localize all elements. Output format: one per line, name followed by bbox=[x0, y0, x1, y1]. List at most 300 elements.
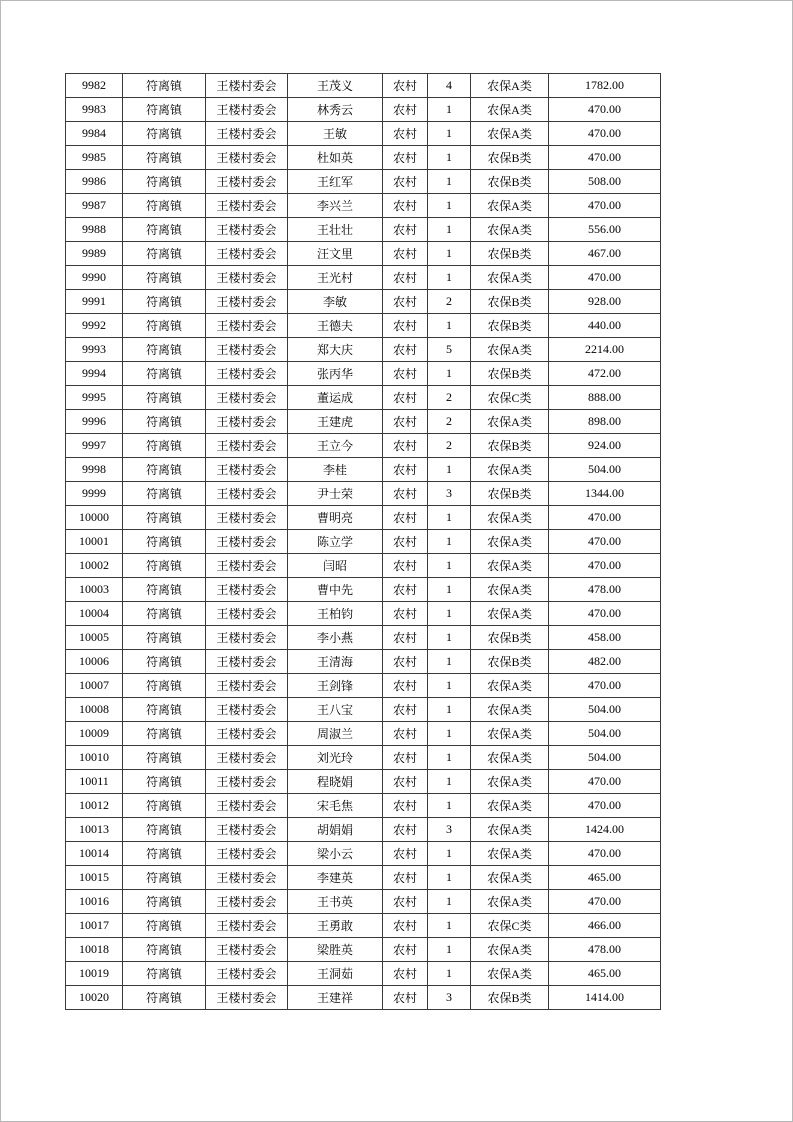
cell-count: 1 bbox=[428, 698, 471, 722]
cell-town: 符离镇 bbox=[123, 866, 206, 890]
cell-type: 农村 bbox=[383, 362, 428, 386]
cell-count: 1 bbox=[428, 362, 471, 386]
cell-type: 农村 bbox=[383, 194, 428, 218]
cell-count: 1 bbox=[428, 122, 471, 146]
cell-village: 王楼村委会 bbox=[206, 482, 288, 506]
cell-village: 王楼村委会 bbox=[206, 386, 288, 410]
cell-name: 宋毛焦 bbox=[288, 794, 383, 818]
cell-town: 符离镇 bbox=[123, 890, 206, 914]
cell-category: 农保A类 bbox=[471, 842, 549, 866]
cell-type: 农村 bbox=[383, 866, 428, 890]
cell-type: 农村 bbox=[383, 770, 428, 794]
cell-town: 符离镇 bbox=[123, 914, 206, 938]
cell-type: 农村 bbox=[383, 746, 428, 770]
cell-town: 符离镇 bbox=[123, 938, 206, 962]
cell-village: 王楼村委会 bbox=[206, 74, 288, 98]
cell-type: 农村 bbox=[383, 842, 428, 866]
cell-town: 符离镇 bbox=[123, 794, 206, 818]
cell-town: 符离镇 bbox=[123, 314, 206, 338]
table-row bbox=[66, 122, 661, 146]
cell-id: 10002 bbox=[66, 554, 123, 578]
cell-type: 农村 bbox=[383, 986, 428, 1010]
table-row bbox=[66, 698, 661, 722]
cell-village: 王楼村委会 bbox=[206, 98, 288, 122]
cell-id: 9984 bbox=[66, 122, 123, 146]
cell-category: 农保B类 bbox=[471, 146, 549, 170]
cell-category: 农保B类 bbox=[471, 650, 549, 674]
cell-amount: 458.00 bbox=[549, 626, 661, 650]
cell-name: 闫昭 bbox=[288, 554, 383, 578]
cell-id: 9985 bbox=[66, 146, 123, 170]
cell-category: 农保A类 bbox=[471, 458, 549, 482]
cell-name: 周淑兰 bbox=[288, 722, 383, 746]
cell-count: 1 bbox=[428, 98, 471, 122]
cell-town: 符离镇 bbox=[123, 410, 206, 434]
cell-town: 符离镇 bbox=[123, 770, 206, 794]
table-row bbox=[66, 530, 661, 554]
cell-town: 符离镇 bbox=[123, 698, 206, 722]
cell-village: 王楼村委会 bbox=[206, 194, 288, 218]
cell-village: 王楼村委会 bbox=[206, 818, 288, 842]
cell-name: 王建祥 bbox=[288, 986, 383, 1010]
cell-count: 1 bbox=[428, 530, 471, 554]
cell-id: 10014 bbox=[66, 842, 123, 866]
cell-category: 农保A类 bbox=[471, 746, 549, 770]
cell-type: 农村 bbox=[383, 314, 428, 338]
cell-count: 1 bbox=[428, 674, 471, 698]
cell-amount: 472.00 bbox=[549, 362, 661, 386]
table-row bbox=[66, 818, 661, 842]
cell-category: 农保B类 bbox=[471, 482, 549, 506]
cell-village: 王楼村委会 bbox=[206, 362, 288, 386]
cell-count: 1 bbox=[428, 626, 471, 650]
cell-village: 王楼村委会 bbox=[206, 602, 288, 626]
cell-name: 王清海 bbox=[288, 650, 383, 674]
table-row bbox=[66, 866, 661, 890]
table-row bbox=[66, 794, 661, 818]
table-row bbox=[66, 962, 661, 986]
cell-village: 王楼村委会 bbox=[206, 242, 288, 266]
table-row bbox=[66, 386, 661, 410]
cell-category: 农保A类 bbox=[471, 410, 549, 434]
cell-category: 农保A类 bbox=[471, 962, 549, 986]
cell-id: 9998 bbox=[66, 458, 123, 482]
table-row bbox=[66, 338, 661, 362]
records-table bbox=[65, 73, 661, 1010]
cell-category: 农保C类 bbox=[471, 914, 549, 938]
table-row bbox=[66, 506, 661, 530]
cell-count: 1 bbox=[428, 866, 471, 890]
cell-category: 农保B类 bbox=[471, 434, 549, 458]
cell-type: 农村 bbox=[383, 122, 428, 146]
cell-amount: 556.00 bbox=[549, 218, 661, 242]
cell-category: 农保A类 bbox=[471, 770, 549, 794]
cell-type: 农村 bbox=[383, 722, 428, 746]
cell-amount: 470.00 bbox=[549, 602, 661, 626]
cell-village: 王楼村委会 bbox=[206, 722, 288, 746]
cell-type: 农村 bbox=[383, 818, 428, 842]
cell-count: 1 bbox=[428, 506, 471, 530]
cell-type: 农村 bbox=[383, 410, 428, 434]
cell-category: 农保A类 bbox=[471, 674, 549, 698]
cell-type: 农村 bbox=[383, 962, 428, 986]
cell-id: 9999 bbox=[66, 482, 123, 506]
cell-category: 农保A类 bbox=[471, 890, 549, 914]
cell-count: 1 bbox=[428, 218, 471, 242]
table-row bbox=[66, 74, 661, 98]
cell-village: 王楼村委会 bbox=[206, 146, 288, 170]
cell-id: 9992 bbox=[66, 314, 123, 338]
cell-town: 符离镇 bbox=[123, 338, 206, 362]
cell-amount: 898.00 bbox=[549, 410, 661, 434]
cell-type: 农村 bbox=[383, 794, 428, 818]
cell-village: 王楼村委会 bbox=[206, 650, 288, 674]
cell-name: 刘光玲 bbox=[288, 746, 383, 770]
cell-name: 王德夫 bbox=[288, 314, 383, 338]
cell-name: 王建虎 bbox=[288, 410, 383, 434]
cell-village: 王楼村委会 bbox=[206, 458, 288, 482]
cell-town: 符离镇 bbox=[123, 650, 206, 674]
cell-category: 农保A类 bbox=[471, 818, 549, 842]
cell-village: 王楼村委会 bbox=[206, 554, 288, 578]
cell-category: 农保A类 bbox=[471, 698, 549, 722]
cell-count: 1 bbox=[428, 194, 471, 218]
cell-amount: 928.00 bbox=[549, 290, 661, 314]
cell-type: 农村 bbox=[383, 74, 428, 98]
cell-amount: 1344.00 bbox=[549, 482, 661, 506]
cell-count: 1 bbox=[428, 746, 471, 770]
cell-type: 农村 bbox=[383, 602, 428, 626]
cell-amount: 470.00 bbox=[549, 146, 661, 170]
cell-town: 符离镇 bbox=[123, 482, 206, 506]
cell-type: 农村 bbox=[383, 650, 428, 674]
cell-amount: 465.00 bbox=[549, 962, 661, 986]
cell-town: 符离镇 bbox=[123, 98, 206, 122]
cell-town: 符离镇 bbox=[123, 122, 206, 146]
cell-category: 农保A类 bbox=[471, 194, 549, 218]
cell-amount: 465.00 bbox=[549, 866, 661, 890]
cell-id: 10013 bbox=[66, 818, 123, 842]
cell-id: 9994 bbox=[66, 362, 123, 386]
cell-name: 王光村 bbox=[288, 266, 383, 290]
cell-type: 农村 bbox=[383, 458, 428, 482]
cell-name: 胡娟娟 bbox=[288, 818, 383, 842]
table-row bbox=[66, 650, 661, 674]
cell-town: 符离镇 bbox=[123, 362, 206, 386]
cell-name: 尹士荣 bbox=[288, 482, 383, 506]
cell-id: 9983 bbox=[66, 98, 123, 122]
cell-count: 2 bbox=[428, 386, 471, 410]
cell-town: 符离镇 bbox=[123, 554, 206, 578]
cell-village: 王楼村委会 bbox=[206, 434, 288, 458]
table-row bbox=[66, 602, 661, 626]
cell-name: 李桂 bbox=[288, 458, 383, 482]
cell-village: 王楼村委会 bbox=[206, 530, 288, 554]
table-row bbox=[66, 722, 661, 746]
cell-category: 农保B类 bbox=[471, 362, 549, 386]
cell-id: 9997 bbox=[66, 434, 123, 458]
cell-category: 农保A类 bbox=[471, 74, 549, 98]
cell-town: 符离镇 bbox=[123, 626, 206, 650]
table-row bbox=[66, 626, 661, 650]
cell-village: 王楼村委会 bbox=[206, 914, 288, 938]
cell-id: 10006 bbox=[66, 650, 123, 674]
cell-id: 10001 bbox=[66, 530, 123, 554]
cell-count: 1 bbox=[428, 554, 471, 578]
cell-count: 1 bbox=[428, 722, 471, 746]
cell-town: 符离镇 bbox=[123, 146, 206, 170]
cell-count: 1 bbox=[428, 170, 471, 194]
cell-village: 王楼村委会 bbox=[206, 794, 288, 818]
table-row bbox=[66, 578, 661, 602]
cell-town: 符离镇 bbox=[123, 962, 206, 986]
cell-town: 符离镇 bbox=[123, 746, 206, 770]
cell-id: 10012 bbox=[66, 794, 123, 818]
cell-type: 农村 bbox=[383, 242, 428, 266]
cell-id: 10018 bbox=[66, 938, 123, 962]
cell-amount: 470.00 bbox=[549, 674, 661, 698]
cell-id: 10004 bbox=[66, 602, 123, 626]
cell-village: 王楼村委会 bbox=[206, 962, 288, 986]
cell-id: 9982 bbox=[66, 74, 123, 98]
table-row bbox=[66, 938, 661, 962]
records-table-container bbox=[65, 73, 661, 1010]
cell-name: 王壮壮 bbox=[288, 218, 383, 242]
cell-category: 农保A类 bbox=[471, 266, 549, 290]
cell-amount: 888.00 bbox=[549, 386, 661, 410]
cell-id: 10000 bbox=[66, 506, 123, 530]
cell-village: 王楼村委会 bbox=[206, 170, 288, 194]
table-row bbox=[66, 98, 661, 122]
cell-type: 农村 bbox=[383, 938, 428, 962]
cell-village: 王楼村委会 bbox=[206, 674, 288, 698]
cell-id: 10019 bbox=[66, 962, 123, 986]
cell-category: 农保A类 bbox=[471, 794, 549, 818]
cell-town: 符离镇 bbox=[123, 458, 206, 482]
records-table-body bbox=[66, 74, 661, 1010]
cell-type: 农村 bbox=[383, 482, 428, 506]
cell-count: 2 bbox=[428, 434, 471, 458]
cell-count: 1 bbox=[428, 914, 471, 938]
cell-id: 10010 bbox=[66, 746, 123, 770]
cell-town: 符离镇 bbox=[123, 218, 206, 242]
cell-type: 农村 bbox=[383, 218, 428, 242]
cell-count: 3 bbox=[428, 986, 471, 1010]
cell-name: 董运成 bbox=[288, 386, 383, 410]
cell-town: 符离镇 bbox=[123, 602, 206, 626]
cell-id: 10007 bbox=[66, 674, 123, 698]
cell-village: 王楼村委会 bbox=[206, 842, 288, 866]
cell-name: 王勇敢 bbox=[288, 914, 383, 938]
cell-count: 1 bbox=[428, 962, 471, 986]
cell-village: 王楼村委会 bbox=[206, 698, 288, 722]
cell-id: 9990 bbox=[66, 266, 123, 290]
cell-category: 农保A类 bbox=[471, 866, 549, 890]
cell-town: 符离镇 bbox=[123, 506, 206, 530]
cell-name: 王剑锋 bbox=[288, 674, 383, 698]
cell-category: 农保B类 bbox=[471, 290, 549, 314]
cell-amount: 470.00 bbox=[549, 506, 661, 530]
table-row bbox=[66, 554, 661, 578]
cell-name: 王书英 bbox=[288, 890, 383, 914]
cell-village: 王楼村委会 bbox=[206, 122, 288, 146]
cell-village: 王楼村委会 bbox=[206, 770, 288, 794]
cell-town: 符离镇 bbox=[123, 74, 206, 98]
cell-category: 农保C类 bbox=[471, 386, 549, 410]
cell-id: 9991 bbox=[66, 290, 123, 314]
cell-type: 农村 bbox=[383, 266, 428, 290]
cell-id: 10015 bbox=[66, 866, 123, 890]
table-row bbox=[66, 410, 661, 434]
cell-id: 9996 bbox=[66, 410, 123, 434]
cell-village: 王楼村委会 bbox=[206, 626, 288, 650]
cell-amount: 470.00 bbox=[549, 842, 661, 866]
cell-name: 李建英 bbox=[288, 866, 383, 890]
cell-count: 1 bbox=[428, 146, 471, 170]
cell-amount: 470.00 bbox=[549, 266, 661, 290]
table-row bbox=[66, 770, 661, 794]
cell-type: 农村 bbox=[383, 434, 428, 458]
cell-amount: 466.00 bbox=[549, 914, 661, 938]
cell-amount: 470.00 bbox=[549, 122, 661, 146]
cell-count: 1 bbox=[428, 770, 471, 794]
cell-category: 农保A类 bbox=[471, 338, 549, 362]
cell-count: 2 bbox=[428, 410, 471, 434]
cell-count: 1 bbox=[428, 578, 471, 602]
cell-category: 农保A类 bbox=[471, 578, 549, 602]
cell-name: 王洞茹 bbox=[288, 962, 383, 986]
cell-amount: 470.00 bbox=[549, 554, 661, 578]
cell-count: 2 bbox=[428, 290, 471, 314]
cell-name: 王立今 bbox=[288, 434, 383, 458]
cell-village: 王楼村委会 bbox=[206, 290, 288, 314]
cell-village: 王楼村委会 bbox=[206, 338, 288, 362]
cell-name: 曹中先 bbox=[288, 578, 383, 602]
cell-category: 农保B类 bbox=[471, 170, 549, 194]
table-row bbox=[66, 146, 661, 170]
cell-id: 10005 bbox=[66, 626, 123, 650]
cell-count: 1 bbox=[428, 242, 471, 266]
cell-village: 王楼村委会 bbox=[206, 890, 288, 914]
cell-village: 王楼村委会 bbox=[206, 410, 288, 434]
cell-name: 王柏钧 bbox=[288, 602, 383, 626]
cell-id: 9986 bbox=[66, 170, 123, 194]
cell-type: 农村 bbox=[383, 170, 428, 194]
table-row bbox=[66, 458, 661, 482]
cell-amount: 470.00 bbox=[549, 770, 661, 794]
cell-id: 10008 bbox=[66, 698, 123, 722]
cell-name: 王八宝 bbox=[288, 698, 383, 722]
cell-count: 1 bbox=[428, 890, 471, 914]
cell-town: 符离镇 bbox=[123, 194, 206, 218]
cell-type: 农村 bbox=[383, 578, 428, 602]
cell-town: 符离镇 bbox=[123, 386, 206, 410]
cell-count: 3 bbox=[428, 482, 471, 506]
cell-id: 10003 bbox=[66, 578, 123, 602]
cell-count: 1 bbox=[428, 794, 471, 818]
cell-id: 10011 bbox=[66, 770, 123, 794]
cell-name: 李兴兰 bbox=[288, 194, 383, 218]
cell-name: 李敏 bbox=[288, 290, 383, 314]
cell-count: 1 bbox=[428, 458, 471, 482]
table-row bbox=[66, 986, 661, 1010]
cell-type: 农村 bbox=[383, 674, 428, 698]
cell-village: 王楼村委会 bbox=[206, 314, 288, 338]
cell-name: 程晓娟 bbox=[288, 770, 383, 794]
cell-amount: 478.00 bbox=[549, 578, 661, 602]
table-row bbox=[66, 482, 661, 506]
cell-category: 农保A类 bbox=[471, 506, 549, 530]
cell-name: 曹明亮 bbox=[288, 506, 383, 530]
cell-type: 农村 bbox=[383, 290, 428, 314]
cell-amount: 2214.00 bbox=[549, 338, 661, 362]
cell-count: 1 bbox=[428, 938, 471, 962]
cell-count: 1 bbox=[428, 602, 471, 626]
cell-category: 农保A类 bbox=[471, 554, 549, 578]
cell-category: 农保A类 bbox=[471, 938, 549, 962]
cell-village: 王楼村委会 bbox=[206, 266, 288, 290]
table-row bbox=[66, 746, 661, 770]
cell-id: 9995 bbox=[66, 386, 123, 410]
cell-name: 杜如英 bbox=[288, 146, 383, 170]
cell-category: 农保B类 bbox=[471, 242, 549, 266]
cell-amount: 482.00 bbox=[549, 650, 661, 674]
cell-amount: 1424.00 bbox=[549, 818, 661, 842]
cell-category: 农保A类 bbox=[471, 530, 549, 554]
table-row bbox=[66, 170, 661, 194]
cell-amount: 1414.00 bbox=[549, 986, 661, 1010]
cell-count: 1 bbox=[428, 266, 471, 290]
cell-town: 符离镇 bbox=[123, 434, 206, 458]
cell-name: 陈立学 bbox=[288, 530, 383, 554]
table-row bbox=[66, 194, 661, 218]
table-row bbox=[66, 218, 661, 242]
cell-name: 梁小云 bbox=[288, 842, 383, 866]
cell-town: 符离镇 bbox=[123, 266, 206, 290]
cell-amount: 924.00 bbox=[549, 434, 661, 458]
cell-count: 3 bbox=[428, 818, 471, 842]
cell-count: 1 bbox=[428, 842, 471, 866]
cell-town: 符离镇 bbox=[123, 674, 206, 698]
cell-village: 王楼村委会 bbox=[206, 746, 288, 770]
cell-id: 10009 bbox=[66, 722, 123, 746]
table-row bbox=[66, 434, 661, 458]
cell-count: 4 bbox=[428, 74, 471, 98]
cell-village: 王楼村委会 bbox=[206, 986, 288, 1010]
cell-name: 王敏 bbox=[288, 122, 383, 146]
cell-category: 农保A类 bbox=[471, 98, 549, 122]
cell-category: 农保B类 bbox=[471, 314, 549, 338]
table-row bbox=[66, 914, 661, 938]
cell-type: 农村 bbox=[383, 626, 428, 650]
table-row bbox=[66, 242, 661, 266]
cell-town: 符离镇 bbox=[123, 578, 206, 602]
cell-town: 符离镇 bbox=[123, 842, 206, 866]
cell-count: 5 bbox=[428, 338, 471, 362]
cell-town: 符离镇 bbox=[123, 170, 206, 194]
cell-amount: 470.00 bbox=[549, 794, 661, 818]
cell-name: 郑大庆 bbox=[288, 338, 383, 362]
table-row bbox=[66, 842, 661, 866]
table-row bbox=[66, 674, 661, 698]
cell-type: 农村 bbox=[383, 98, 428, 122]
cell-town: 符离镇 bbox=[123, 986, 206, 1010]
cell-amount: 470.00 bbox=[549, 890, 661, 914]
cell-type: 农村 bbox=[383, 506, 428, 530]
cell-amount: 470.00 bbox=[549, 98, 661, 122]
cell-village: 王楼村委会 bbox=[206, 938, 288, 962]
cell-id: 10017 bbox=[66, 914, 123, 938]
